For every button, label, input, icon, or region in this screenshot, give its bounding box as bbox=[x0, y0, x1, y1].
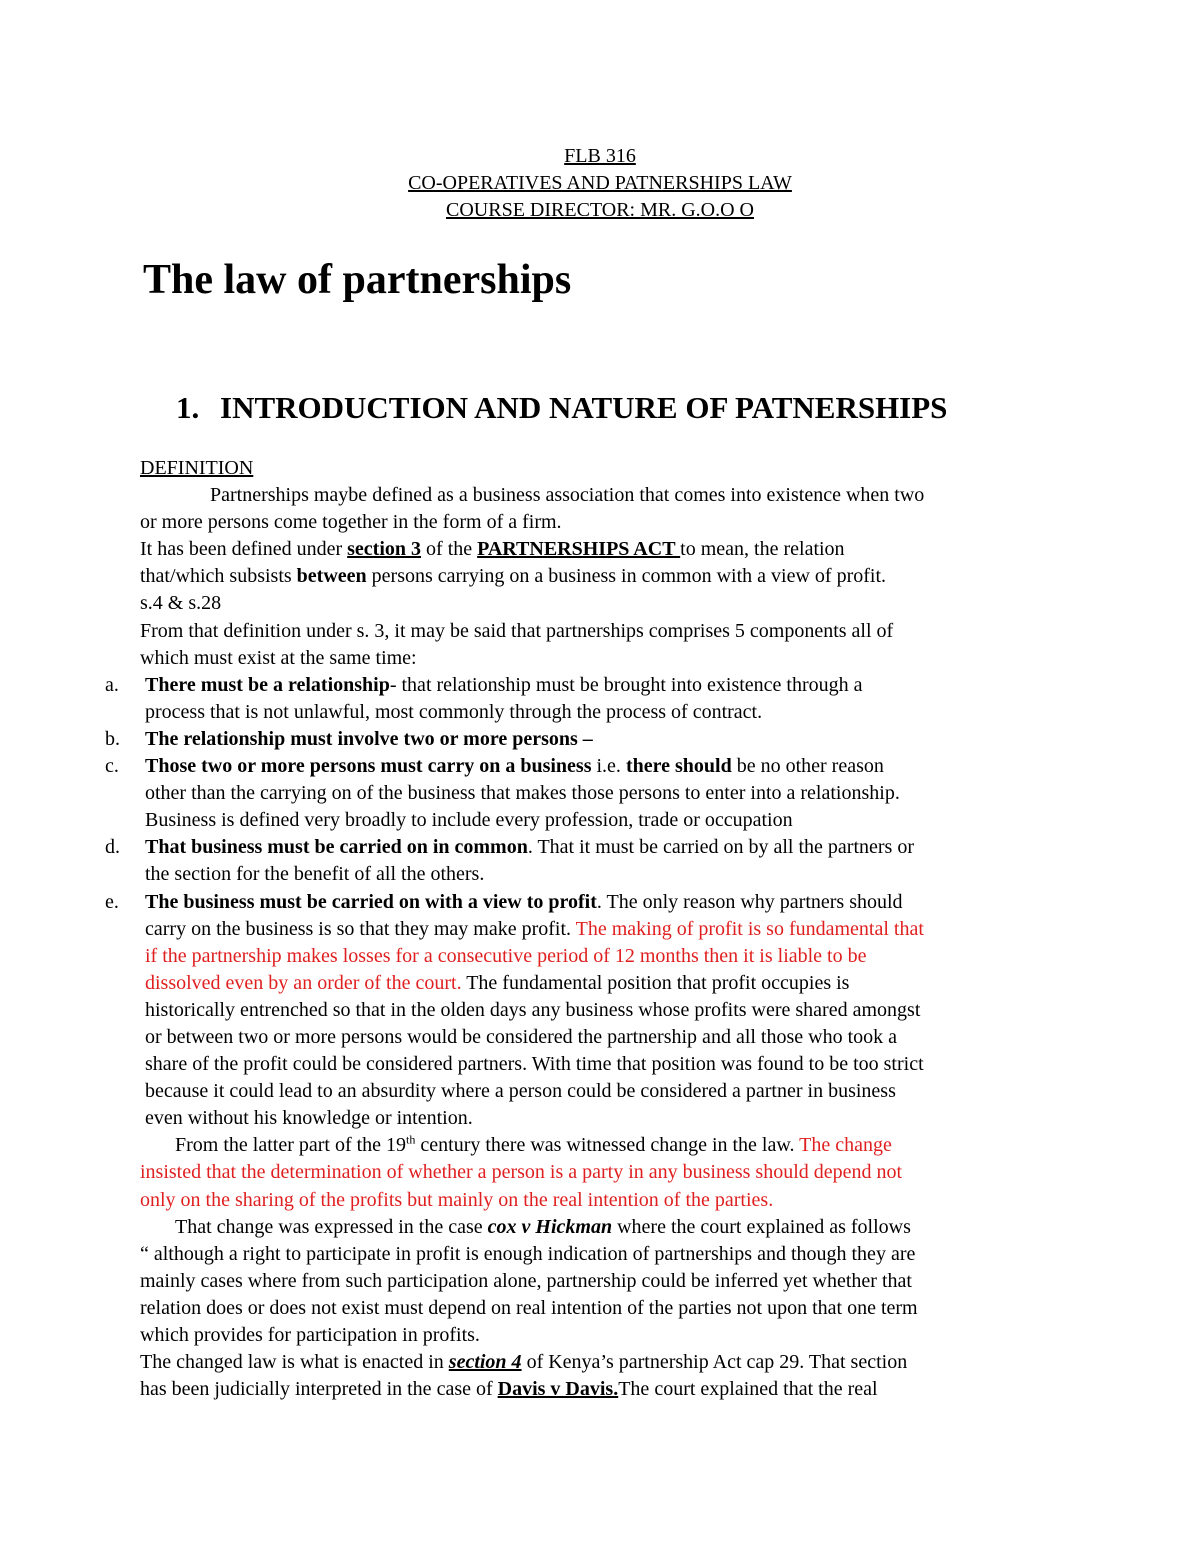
course-director: COURSE DIRECTOR: MR. G.O.O O bbox=[446, 199, 754, 221]
definition-label: DEFINITION bbox=[140, 457, 254, 479]
section-heading-text: INTRODUCTION AND NATURE OF PATNERSHIPS bbox=[220, 390, 948, 425]
highlighted-text: if the partnership makes losses for a consecutive period of 12 months then it is liable to be bbox=[145, 944, 867, 967]
list-item-e: e. The business must be carried on with a view to profit. The only reason why partners should carry on the business is so that they may make profit. The making of profit is so fundamental that if the partnership makes losses for a consecutive period of 12 months then it is liable to be dissolved even by an order of the court. The fundamental position that profit occupies is historically entrenched so that in the olden days any business whose profits were shared amongst or between two or more persons would be considered the partnership and all those who took a share of the profit could be considered partners. With time that position was found to be too strict because it could lead to an absurdity where a person could be considered a partner in business even without his knowledge or intention. bbox=[140, 889, 1065, 1133]
list-label: a. bbox=[105, 673, 119, 696]
section-number: 1. bbox=[176, 390, 200, 425]
document-body bbox=[105, 455, 1065, 1403]
section-3-reference: section 3 bbox=[347, 538, 422, 561]
list-item-c: c. Those two or more persons must carry on a business i.e. there should be no other reason other than the carrying on of the business that makes those persons to enter into a relationship. Business is defined very broadly to include every profession, trade or occupation bbox=[105, 755, 900, 832]
highlighted-text: only on the sharing of the profits but mainly on the real intention of the parties. bbox=[140, 1188, 774, 1211]
paragraph-line: That change was expressed in the case cox v Hickman where the court explained as follows bbox=[175, 1215, 911, 1238]
highlighted-text: The change bbox=[799, 1134, 892, 1157]
definition-paragraph-line: Partnerships maybe defined as a business association that comes into existence when two bbox=[210, 484, 925, 507]
quote-line: which provides for participation in profits. bbox=[140, 1324, 480, 1346]
list-label: c. bbox=[105, 755, 119, 778]
list-item-d: d. That business must be carried on in common. That it must be carried on by all the partners or the section for the benefit of all the others. bbox=[105, 836, 914, 886]
course-name: CO-OPERATIVES AND PATNERSHIPS LAW bbox=[408, 172, 792, 194]
definition-paragraph-line: or more persons come together in the form of a firm. bbox=[140, 511, 562, 534]
case-name-davis-v-davis: Davis v Davis. bbox=[497, 1378, 619, 1401]
partnerships-act-reference: PARTNERSHIPS ACT bbox=[477, 538, 681, 561]
highlighted-text: dissolved even by an order of the court. bbox=[145, 971, 462, 994]
list-item-a: a. There must be a relationship- that relationship must be brought into existence through a process that is not unlawful, most commonly through the process of contract. bbox=[105, 673, 863, 723]
paragraph-line: From the latter part of the 19th century there was witnessed change in the law. The change bbox=[175, 1132, 892, 1157]
highlighted-text: insisted that the determination of whether a person is a party in any business should depend not bbox=[140, 1161, 903, 1184]
quote-line: “ although a right to participate in profit is enough indication of partnerships and though they are bbox=[140, 1242, 916, 1265]
section-references: s.4 & s.28 bbox=[140, 592, 222, 615]
section-heading bbox=[176, 386, 947, 430]
components-intro-line: From that definition under s. 3, it may be said that partnerships comprises 5 components all of bbox=[140, 619, 894, 642]
list-label: d. bbox=[105, 836, 120, 859]
quote-line: relation does or does not exist must depend on real intention of the parties not upon that one term bbox=[140, 1296, 918, 1319]
list-label: e. bbox=[105, 890, 119, 913]
list-label: b. bbox=[105, 727, 120, 750]
paragraph-line: The changed law is what is enacted in section 4 of Kenya’s partnership Act cap 29. That section bbox=[140, 1351, 908, 1374]
highlighted-text: The making of profit is so fundamental that bbox=[575, 917, 924, 940]
quote-line: mainly cases where from such participation alone, partnership could be inferred yet whether that bbox=[140, 1269, 912, 1292]
components-intro-line: which must exist at the same time: bbox=[140, 646, 417, 669]
definition-paragraph-line: It has been defined under section 3 of the PARTNERSHIPS ACT to mean, the relation bbox=[140, 538, 845, 561]
list-item-b: b. The relationship must involve two or more persons – bbox=[140, 726, 1065, 753]
page-title: The law of partnerships bbox=[143, 257, 572, 303]
definition-paragraph-line: that/which subsists between persons carrying on a business in common with a view of profit. bbox=[140, 565, 887, 588]
section-4-reference: section 4 bbox=[448, 1351, 522, 1374]
paragraph-line: has been judicially interpreted in the case of Davis v Davis.The court explained that the real bbox=[140, 1378, 878, 1401]
case-name-cox-v-hickman: cox v Hickman bbox=[487, 1215, 613, 1238]
course-code: FLB 316 bbox=[564, 145, 636, 167]
